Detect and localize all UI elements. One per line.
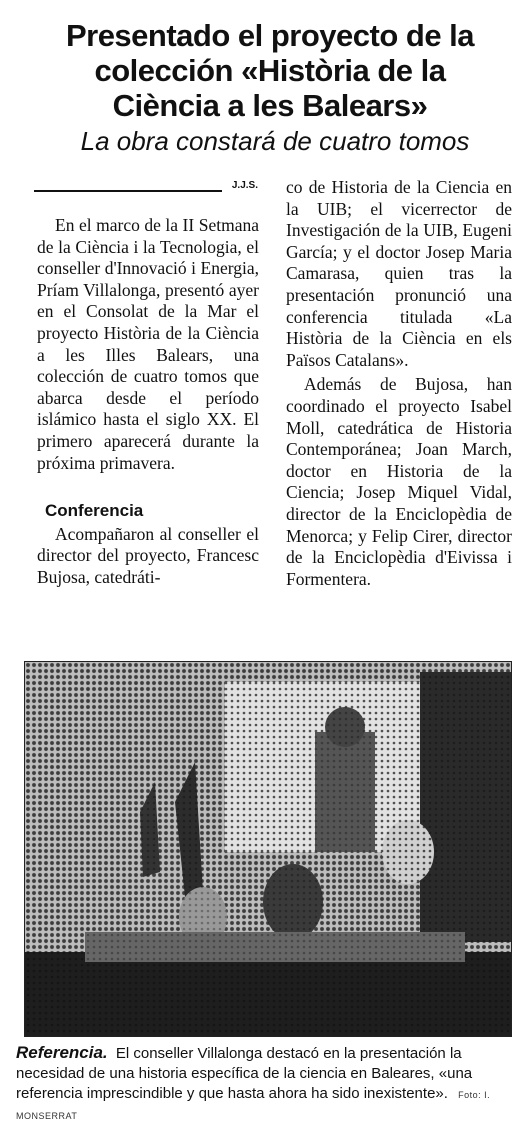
article-column-2 bbox=[286, 177, 512, 590]
caption-text: El conseller Villalonga destacó en la presentación la necesidad de una historia específica de la ciencia en Baleares, «una referencia imprescindible y que hasta ahora ha sido inexistente». bbox=[16, 1045, 473, 1102]
article-headline bbox=[30, 18, 510, 123]
column1-paragraph-1: En el marco de la II Setmana de la Ciència i la Tecnologia, el conseller d'Innovació i Energia, Príam Villalonga, presentó ayer en el Consolat de la Mar el proyecto Història de la Ciència a les Illes Balears, una colección de cuatro tomos que abarca desde el período islámico hasta el siglo XX. El primero aparecerá durante la próxima primavera. bbox=[37, 215, 259, 473]
article-subheadline: La obra constará de cuatro tomos bbox=[80, 126, 470, 156]
column1-paragraph-2: Acompañaron al conseller el director del proyecto, Francesc Bujosa, catedráti- bbox=[37, 523, 259, 587]
headline-line-3: Ciència a les Balears» bbox=[112, 88, 428, 123]
byline-rule bbox=[34, 190, 222, 192]
photo-credit: Foto: I. MONSERRAT bbox=[16, 1090, 491, 1121]
article-column-1 bbox=[37, 215, 259, 589]
byline: J.J.S. bbox=[231, 180, 258, 191]
caption-lead: Referencia. bbox=[16, 1043, 108, 1062]
section-heading: Conferencia bbox=[45, 501, 144, 521]
column2-paragraph-1: co de Historia de la Ciencia en la UIB; el vicerrector de Investigación de la UIB, Eugeni García; y el doctor Josep Maria Camarasa, quien tras la presentación pronunció una conferencia titulada «La Història de la Ciència en els Països Catalans». bbox=[286, 177, 512, 370]
column2-paragraph-2: Además de Bujosa, han coordinado el proyecto Isabel Moll, catedrática de Historia Contemporánea; Joan March, doctor en Historia de la Ciencia; Josep Miquel Vidal, director de la Enciclopèdia de Menorca; y Felip Cirer, director de la Enciclopèdia d'Eivissa i Formentera. bbox=[286, 374, 512, 589]
halftone-photo-illustration bbox=[25, 662, 511, 1036]
news-photo bbox=[24, 661, 512, 1037]
photo-caption bbox=[16, 1043, 514, 1126]
headline-line-1: Presentado el proyecto de la bbox=[65, 18, 475, 53]
headline-line-2: colección «Història de la bbox=[94, 53, 446, 88]
